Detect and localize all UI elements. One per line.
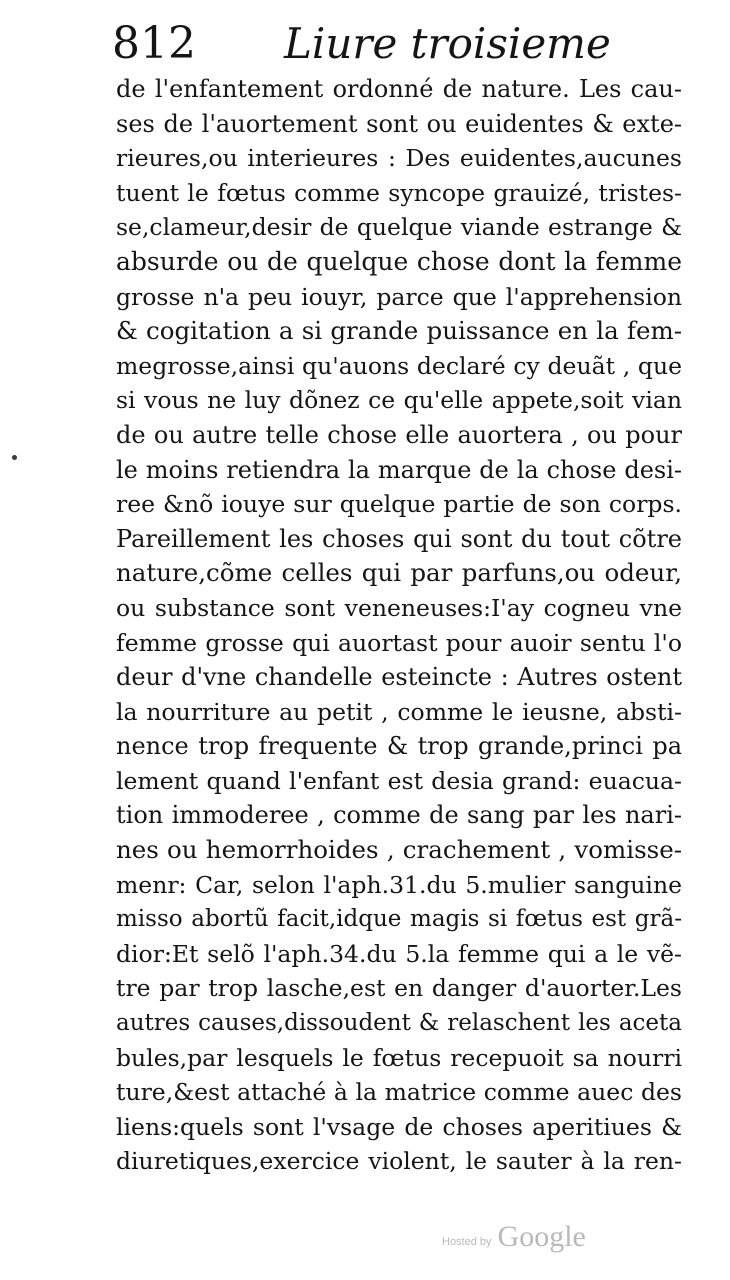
text-line: ou substance sont veneneuses:I'ay cogneu vne — [116, 593, 682, 622]
text-line: autres causes,dissoudent & relaschent les aceta — [116, 1010, 682, 1037]
text-line: tion immoderee , comme de sang par les nari- — [116, 801, 682, 830]
google-logo: Google — [497, 1220, 586, 1253]
text-line: ture,&est attaché à la matrice comme auec des — [116, 1078, 682, 1107]
text-line: femme grosse qui auortast pour auoir sentu l'o — [116, 628, 682, 657]
text-line: de l'enfantement ordonné de nature. Les cau- — [116, 75, 682, 103]
text-line: se,clameur,desir de quelque viande estrange & — [116, 213, 682, 242]
text-line: nature,cõme celles qui par parfuns,ou odeur, — [116, 558, 682, 588]
text-line: ree &nõ iouye sur quelque partie de son corps. — [116, 490, 682, 519]
text-line: nence trop frequente & trop grande,princi pa — [116, 732, 682, 761]
text-line: megrosse,ainsi qu'auons declaré cy deuãt , que — [116, 351, 682, 380]
text-line: si vous ne luy dõnez ce qu'elle appete,soit vian — [116, 386, 682, 415]
running-head — [112, 16, 672, 72]
text-line: diuretiques,exercice violent, le sauter à la ren- — [116, 1147, 682, 1176]
ink-speck — [12, 455, 17, 460]
text-line: tre par trop lasche,est en danger d'auorter.Les — [116, 974, 682, 1003]
text-line: nes ou hemorrhoides , crachement , vomisse- — [116, 835, 682, 865]
text-line: & cogitation a si grande puissance en la fem- — [116, 316, 682, 346]
text-line: le moins retiendra la marque de la chose desi- — [116, 455, 682, 484]
text-line: la nourriture au petit , comme le ieusne, absti- — [116, 697, 682, 726]
text-line: grosse n'a peu iouyr, parce que l'apprehension — [116, 282, 682, 311]
text-line: absurde ou de quelque chose dont la femme — [116, 246, 682, 276]
text-line: ses de l'auortement sont ou euidentes & exte- — [116, 109, 682, 138]
watermark-prefix: Hosted by — [442, 1236, 492, 1248]
text-line: lement quand l'enfant est desia grand: euacua- — [116, 766, 682, 795]
text-line: de ou autre telle chose elle auortera , ou pour — [116, 420, 682, 449]
page-number: 812 — [112, 18, 196, 69]
body-text — [116, 72, 682, 1176]
text-line: bules,par lesquels le fœtus recepuoit sa nourri — [116, 1043, 682, 1072]
text-line: liens:quels sont l'vsage de choses aperitiues & — [116, 1112, 682, 1141]
text-line: dior:Et selõ l'aph.34.du 5.la femme qui a le vẽ- — [116, 939, 682, 968]
text-line: deur d'vne chandelle esteincte : Autres ostent — [116, 663, 682, 692]
hosted-by-watermark — [442, 1212, 612, 1262]
text-line: menr: Car, selon l'aph.31.du 5.mulier sanguine — [116, 870, 682, 899]
text-line: tuent le fœtus comme syncope grauizé, tristes- — [116, 178, 682, 207]
text-line: misso abortũ facit,idque magis si fœtus est grã- — [116, 906, 682, 933]
text-line: Pareillement les choses qui sont du tout cõtre — [116, 524, 682, 553]
book-title: Liure troisieme — [284, 19, 611, 68]
text-line: rieures,ou interieures : Des euidentes,aucunes — [116, 144, 682, 173]
